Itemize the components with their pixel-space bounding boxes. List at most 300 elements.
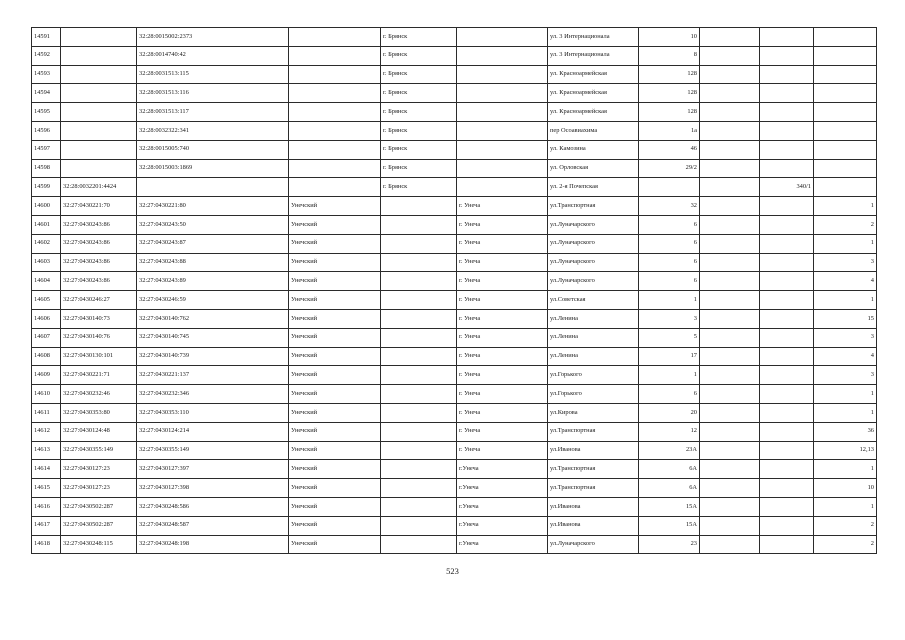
cell-apartment-alt xyxy=(760,328,814,347)
table-row xyxy=(32,28,877,47)
cell-row-number: 14593 xyxy=(32,65,61,84)
cell-city-unecha: г. Унеча xyxy=(457,347,548,366)
cell-street: ул. Красноармейская xyxy=(548,84,639,103)
cell-object-number: 32:27:0430246:59 xyxy=(137,291,289,310)
cell-city-bryansk xyxy=(381,309,457,328)
cell-row-number: 14592 xyxy=(32,46,61,65)
cell-house xyxy=(639,178,700,197)
cell-apartment xyxy=(814,159,877,178)
cell-building xyxy=(700,215,760,234)
cell-row-number: 14616 xyxy=(32,497,61,516)
cell-city-bryansk: г. Брянск xyxy=(381,140,457,159)
table-row xyxy=(32,309,877,328)
table-row xyxy=(32,197,877,216)
cell-city-unecha: г. Унеча xyxy=(457,403,548,422)
cell-house: 1 xyxy=(639,291,700,310)
cell-apartment-alt xyxy=(760,140,814,159)
cell-building xyxy=(700,272,760,291)
cell-parcel-number: 32:27:0430248:115 xyxy=(61,535,137,554)
cell-apartment-alt xyxy=(760,535,814,554)
cell-district: Унечский xyxy=(289,535,381,554)
table-row xyxy=(32,460,877,479)
cell-object-number: 32:27:0430248:587 xyxy=(137,516,289,535)
cell-city-bryansk: г. Брянск xyxy=(381,159,457,178)
cell-object-number: 32:27:0430140:762 xyxy=(137,309,289,328)
cell-city-unecha xyxy=(457,178,548,197)
cell-street: ул.Горького xyxy=(548,366,639,385)
cell-building xyxy=(700,328,760,347)
cell-house: 46 xyxy=(639,140,700,159)
cell-apartment xyxy=(814,28,877,47)
cell-house: 15А xyxy=(639,497,700,516)
cell-parcel-number: 32:27:0430355:149 xyxy=(61,441,137,460)
table-row xyxy=(32,291,877,310)
table-row xyxy=(32,234,877,253)
cell-house: 6 xyxy=(639,215,700,234)
cell-building xyxy=(700,28,760,47)
cell-street: ул. 2-я Почепская xyxy=(548,178,639,197)
cell-apartment: 3 xyxy=(814,366,877,385)
cell-building xyxy=(700,121,760,140)
cell-district: Унечский xyxy=(289,291,381,310)
cell-city-bryansk xyxy=(381,197,457,216)
cell-street: ул.Кирова xyxy=(548,403,639,422)
cell-apartment-alt xyxy=(760,46,814,65)
cell-row-number: 14613 xyxy=(32,441,61,460)
cell-city-bryansk: г. Брянск xyxy=(381,178,457,197)
cell-street: ул.Луначарского xyxy=(548,253,639,272)
cell-apartment: 3 xyxy=(814,253,877,272)
cell-district: Унечский xyxy=(289,516,381,535)
cell-row-number: 14604 xyxy=(32,272,61,291)
cell-house: 128 xyxy=(639,103,700,122)
cell-street: ул. Орловская xyxy=(548,159,639,178)
cell-parcel-number xyxy=(61,46,137,65)
cell-apartment-alt xyxy=(760,385,814,404)
cell-building xyxy=(700,197,760,216)
cell-district: Унечский xyxy=(289,197,381,216)
cell-city-unecha: г.Унеча xyxy=(457,497,548,516)
cell-district: Унечский xyxy=(289,272,381,291)
cell-city-bryansk: г. Брянск xyxy=(381,46,457,65)
table-row xyxy=(32,215,877,234)
cell-city-bryansk xyxy=(381,328,457,347)
cell-parcel-number: 32:27:0430127:23 xyxy=(61,460,137,479)
cell-district xyxy=(289,84,381,103)
cell-parcel-number: 32:27:0430243:86 xyxy=(61,234,137,253)
cell-parcel-number xyxy=(61,84,137,103)
cell-district: Унечский xyxy=(289,328,381,347)
cell-city-unecha xyxy=(457,46,548,65)
cell-street: ул.Иванова xyxy=(548,441,639,460)
cell-apartment-alt xyxy=(760,479,814,498)
cell-object-number: 32:27:0430243:87 xyxy=(137,234,289,253)
cell-building xyxy=(700,422,760,441)
cell-apartment-alt xyxy=(760,121,814,140)
cell-object-number: 32:27:0430127:398 xyxy=(137,479,289,498)
cell-city-unecha: г. Унеча xyxy=(457,253,548,272)
table-body xyxy=(32,28,877,554)
cell-city-bryansk xyxy=(381,441,457,460)
table-row xyxy=(32,366,877,385)
cell-apartment-alt xyxy=(760,197,814,216)
cell-street: ул.Иванова xyxy=(548,516,639,535)
cell-district: Унечский xyxy=(289,253,381,272)
cell-city-unecha: г. Унеча xyxy=(457,422,548,441)
cell-apartment: 1 xyxy=(814,291,877,310)
cell-city-unecha: г. Унеча xyxy=(457,197,548,216)
cell-parcel-number: 32:27:0430502:287 xyxy=(61,497,137,516)
cell-street: ул.Луначарского xyxy=(548,234,639,253)
cell-house: 6 xyxy=(639,253,700,272)
cell-street: ул.Транспортная xyxy=(548,460,639,479)
cell-house: 6 xyxy=(639,385,700,404)
cell-apartment: 36 xyxy=(814,422,877,441)
table-row xyxy=(32,535,877,554)
table-row xyxy=(32,159,877,178)
cell-house: 32 xyxy=(639,197,700,216)
cell-object-number: 32:28:0032322:341 xyxy=(137,121,289,140)
cell-house: 29/2 xyxy=(639,159,700,178)
cell-parcel-number xyxy=(61,28,137,47)
cell-house: 12 xyxy=(639,422,700,441)
cell-row-number: 14610 xyxy=(32,385,61,404)
cell-apartment: 1 xyxy=(814,197,877,216)
table-row xyxy=(32,422,877,441)
cell-district: Унечский xyxy=(289,441,381,460)
cell-building xyxy=(700,84,760,103)
cell-house: 6А xyxy=(639,460,700,479)
table-row xyxy=(32,328,877,347)
cell-city-bryansk xyxy=(381,479,457,498)
table-row xyxy=(32,516,877,535)
cell-district xyxy=(289,103,381,122)
cell-city-unecha xyxy=(457,65,548,84)
cell-building xyxy=(700,234,760,253)
cell-house: 6А xyxy=(639,479,700,498)
cell-row-number: 14597 xyxy=(32,140,61,159)
cell-street: ул.Советская xyxy=(548,291,639,310)
table-row xyxy=(32,272,877,291)
cell-building xyxy=(700,46,760,65)
cell-row-number: 14594 xyxy=(32,84,61,103)
cell-apartment-alt: 340/1 xyxy=(760,178,814,197)
cell-row-number: 14596 xyxy=(32,121,61,140)
cell-city-bryansk xyxy=(381,366,457,385)
cell-district: Унечский xyxy=(289,309,381,328)
cell-district: Унечский xyxy=(289,385,381,404)
cell-apartment: 2 xyxy=(814,215,877,234)
cell-object-number: 32:27:0430353:110 xyxy=(137,403,289,422)
cell-city-unecha: г. Унеча xyxy=(457,272,548,291)
cell-city-bryansk xyxy=(381,422,457,441)
cell-parcel-number: 32:27:0430221:70 xyxy=(61,197,137,216)
table-row xyxy=(32,385,877,404)
cell-apartment-alt xyxy=(760,403,814,422)
cell-city-unecha: г. Унеча xyxy=(457,215,548,234)
cell-object-number: 32:27:0430355:149 xyxy=(137,441,289,460)
table-row xyxy=(32,441,877,460)
cell-district: Унечский xyxy=(289,460,381,479)
cell-house: 128 xyxy=(639,84,700,103)
table-row xyxy=(32,178,877,197)
cell-city-unecha xyxy=(457,140,548,159)
cell-apartment xyxy=(814,121,877,140)
cell-apartment: 12,13 xyxy=(814,441,877,460)
cell-building xyxy=(700,178,760,197)
cell-parcel-number xyxy=(61,121,137,140)
cell-city-bryansk xyxy=(381,253,457,272)
cell-apartment xyxy=(814,46,877,65)
cell-city-bryansk xyxy=(381,347,457,366)
cell-city-unecha xyxy=(457,159,548,178)
cell-row-number: 14605 xyxy=(32,291,61,310)
cell-parcel-number xyxy=(61,103,137,122)
cell-house: 1а xyxy=(639,121,700,140)
cell-apartment: 1 xyxy=(814,460,877,479)
cell-city-unecha: г. Унеча xyxy=(457,385,548,404)
cell-city-bryansk xyxy=(381,385,457,404)
cell-apartment xyxy=(814,84,877,103)
cell-house: 20 xyxy=(639,403,700,422)
cell-district xyxy=(289,121,381,140)
table-row xyxy=(32,140,877,159)
cell-street: ул.Иванова xyxy=(548,497,639,516)
cell-apartment-alt xyxy=(760,366,814,385)
cell-apartment-alt xyxy=(760,309,814,328)
cell-row-number: 14607 xyxy=(32,328,61,347)
cell-building xyxy=(700,159,760,178)
cell-house: 8 xyxy=(639,46,700,65)
cell-district: Унечский xyxy=(289,479,381,498)
cell-apartment-alt xyxy=(760,497,814,516)
cell-city-bryansk: г. Брянск xyxy=(381,28,457,47)
cell-city-bryansk: г. Брянск xyxy=(381,65,457,84)
cell-object-number: 32:27:0430232:346 xyxy=(137,385,289,404)
cell-parcel-number: 32:27:0430246:27 xyxy=(61,291,137,310)
cell-building xyxy=(700,441,760,460)
cell-apartment-alt xyxy=(760,159,814,178)
cell-apartment xyxy=(814,65,877,84)
cell-city-unecha: г. Унеча xyxy=(457,366,548,385)
cell-apartment: 1 xyxy=(814,385,877,404)
cell-parcel-number: 32:27:0430243:86 xyxy=(61,272,137,291)
table-row xyxy=(32,121,877,140)
cell-row-number: 14598 xyxy=(32,159,61,178)
cell-apartment: 10 xyxy=(814,479,877,498)
cell-apartment xyxy=(814,103,877,122)
cell-row-number: 14595 xyxy=(32,103,61,122)
cell-city-bryansk xyxy=(381,516,457,535)
cell-row-number: 14612 xyxy=(32,422,61,441)
table-row xyxy=(32,403,877,422)
cell-parcel-number: 32:27:0430232:46 xyxy=(61,385,137,404)
cell-building xyxy=(700,516,760,535)
cell-street: ул.Ленина xyxy=(548,328,639,347)
cell-city-bryansk xyxy=(381,291,457,310)
cell-district xyxy=(289,28,381,47)
cell-apartment-alt xyxy=(760,65,814,84)
cell-apartment-alt xyxy=(760,441,814,460)
page-number: 523 xyxy=(446,566,459,576)
cell-street: ул.Транспортная xyxy=(548,479,639,498)
cell-apartment: 4 xyxy=(814,272,877,291)
cell-city-unecha: г.Унеча xyxy=(457,516,548,535)
cell-city-unecha: г.Унеча xyxy=(457,460,548,479)
cell-apartment-alt xyxy=(760,516,814,535)
cell-apartment: 4 xyxy=(814,347,877,366)
cell-street: ул.Луначарского xyxy=(548,535,639,554)
cell-object-number: 32:27:0430243:88 xyxy=(137,253,289,272)
cell-building xyxy=(700,140,760,159)
cell-object-number: 32:27:0430248:586 xyxy=(137,497,289,516)
cell-street: ул.Горького xyxy=(548,385,639,404)
cell-object-number: 32:28:0015003:1869 xyxy=(137,159,289,178)
cell-district: Унечский xyxy=(289,403,381,422)
cell-row-number: 14601 xyxy=(32,215,61,234)
cell-object-number: 32:27:0430248:198 xyxy=(137,535,289,554)
cell-district: Унечский xyxy=(289,347,381,366)
cell-city-bryansk xyxy=(381,215,457,234)
cell-object-number: 32:28:0014740:42 xyxy=(137,46,289,65)
cell-street: ул.Транспортная xyxy=(548,197,639,216)
cell-parcel-number: 32:27:0430140:73 xyxy=(61,309,137,328)
table-row xyxy=(32,46,877,65)
cell-building xyxy=(700,535,760,554)
cell-parcel-number: 32:27:0430221:71 xyxy=(61,366,137,385)
cell-object-number: 32:27:0430221:80 xyxy=(137,197,289,216)
cell-street: ул. 3 Интернационала xyxy=(548,28,639,47)
cell-object-number: 32:28:0031513:116 xyxy=(137,84,289,103)
cell-parcel-number: 32:27:0430243:86 xyxy=(61,215,137,234)
cell-house: 15А xyxy=(639,516,700,535)
cell-object-number xyxy=(137,178,289,197)
cell-apartment xyxy=(814,178,877,197)
cell-parcel-number: 32:27:0430124:48 xyxy=(61,422,137,441)
cell-row-number: 14603 xyxy=(32,253,61,272)
cell-district xyxy=(289,65,381,84)
cell-street: ул.Ленина xyxy=(548,309,639,328)
cell-apartment-alt xyxy=(760,28,814,47)
cell-parcel-number: 32:28:0032201:4424 xyxy=(61,178,137,197)
table-row xyxy=(32,479,877,498)
cell-house: 3 xyxy=(639,309,700,328)
cell-street: ул. 3 Интернационала xyxy=(548,46,639,65)
cell-building xyxy=(700,366,760,385)
cell-city-unecha: г. Унеча xyxy=(457,328,548,347)
cell-row-number: 14618 xyxy=(32,535,61,554)
cell-district xyxy=(289,46,381,65)
cell-apartment-alt xyxy=(760,103,814,122)
cell-apartment: 2 xyxy=(814,535,877,554)
cell-row-number: 14591 xyxy=(32,28,61,47)
cell-row-number: 14615 xyxy=(32,479,61,498)
cell-house: 10 xyxy=(639,28,700,47)
cell-building xyxy=(700,479,760,498)
cell-city-bryansk xyxy=(381,535,457,554)
cell-building xyxy=(700,347,760,366)
cell-building xyxy=(700,460,760,479)
cell-apartment-alt xyxy=(760,460,814,479)
table-row xyxy=(32,65,877,84)
cell-apartment xyxy=(814,140,877,159)
cell-building xyxy=(700,291,760,310)
cell-city-unecha: г.Унеча xyxy=(457,479,548,498)
cell-street: ул. Красноармейская xyxy=(548,103,639,122)
cell-object-number: 32:27:0430127:397 xyxy=(137,460,289,479)
cell-city-unecha: г. Унеча xyxy=(457,291,548,310)
cell-city-unecha: г.Унеча xyxy=(457,535,548,554)
cell-apartment-alt xyxy=(760,84,814,103)
cell-city-unecha xyxy=(457,84,548,103)
cell-district: Унечский xyxy=(289,215,381,234)
cell-apartment: 1 xyxy=(814,403,877,422)
cell-house: 17 xyxy=(639,347,700,366)
cell-row-number: 14609 xyxy=(32,366,61,385)
cell-parcel-number: 32:27:0430140:76 xyxy=(61,328,137,347)
cell-street: пер Осоавиахима xyxy=(548,121,639,140)
cell-house: 6 xyxy=(639,272,700,291)
cell-house: 23 xyxy=(639,535,700,554)
cell-city-bryansk xyxy=(381,460,457,479)
cell-row-number: 14611 xyxy=(32,403,61,422)
table-row xyxy=(32,253,877,272)
cell-district: Унечский xyxy=(289,234,381,253)
cell-district: Унечский xyxy=(289,366,381,385)
table-row xyxy=(32,84,877,103)
cell-district xyxy=(289,159,381,178)
cell-city-bryansk xyxy=(381,272,457,291)
cell-parcel-number: 32:27:0430127:23 xyxy=(61,479,137,498)
cell-city-bryansk xyxy=(381,234,457,253)
cell-object-number: 32:27:0430243:50 xyxy=(137,215,289,234)
cell-district: Унечский xyxy=(289,497,381,516)
cell-row-number: 14606 xyxy=(32,309,61,328)
cell-street: ул. Камозина xyxy=(548,140,639,159)
cell-apartment: 1 xyxy=(814,497,877,516)
cell-object-number: 32:27:0430221:137 xyxy=(137,366,289,385)
cell-apartment: 15 xyxy=(814,309,877,328)
cell-apartment: 3 xyxy=(814,328,877,347)
cell-city-bryansk: г. Брянск xyxy=(381,103,457,122)
table-row xyxy=(32,347,877,366)
cell-city-bryansk xyxy=(381,497,457,516)
cell-object-number: 32:28:0031513:117 xyxy=(137,103,289,122)
cell-city-unecha: г. Унеча xyxy=(457,441,548,460)
cell-city-bryansk: г. Брянск xyxy=(381,84,457,103)
cell-object-number: 32:28:0015002:2373 xyxy=(137,28,289,47)
cell-row-number: 14600 xyxy=(32,197,61,216)
cell-row-number: 14608 xyxy=(32,347,61,366)
cell-object-number: 32:27:0430124:214 xyxy=(137,422,289,441)
cell-street: ул. Красноармейская xyxy=(548,65,639,84)
cell-object-number: 32:28:0015005:740 xyxy=(137,140,289,159)
cell-city-unecha: г. Унеча xyxy=(457,309,548,328)
cell-apartment-alt xyxy=(760,422,814,441)
cell-city-unecha xyxy=(457,103,548,122)
cell-street: ул.Луначарского xyxy=(548,215,639,234)
cell-street: ул.Луначарского xyxy=(548,272,639,291)
cell-district xyxy=(289,178,381,197)
registry-table xyxy=(31,27,877,554)
cell-apartment-alt xyxy=(760,291,814,310)
cell-building xyxy=(700,497,760,516)
cell-apartment-alt xyxy=(760,234,814,253)
cell-parcel-number xyxy=(61,140,137,159)
cell-object-number: 32:27:0430243:89 xyxy=(137,272,289,291)
cell-building xyxy=(700,65,760,84)
cell-street: ул.Ленина xyxy=(548,347,639,366)
